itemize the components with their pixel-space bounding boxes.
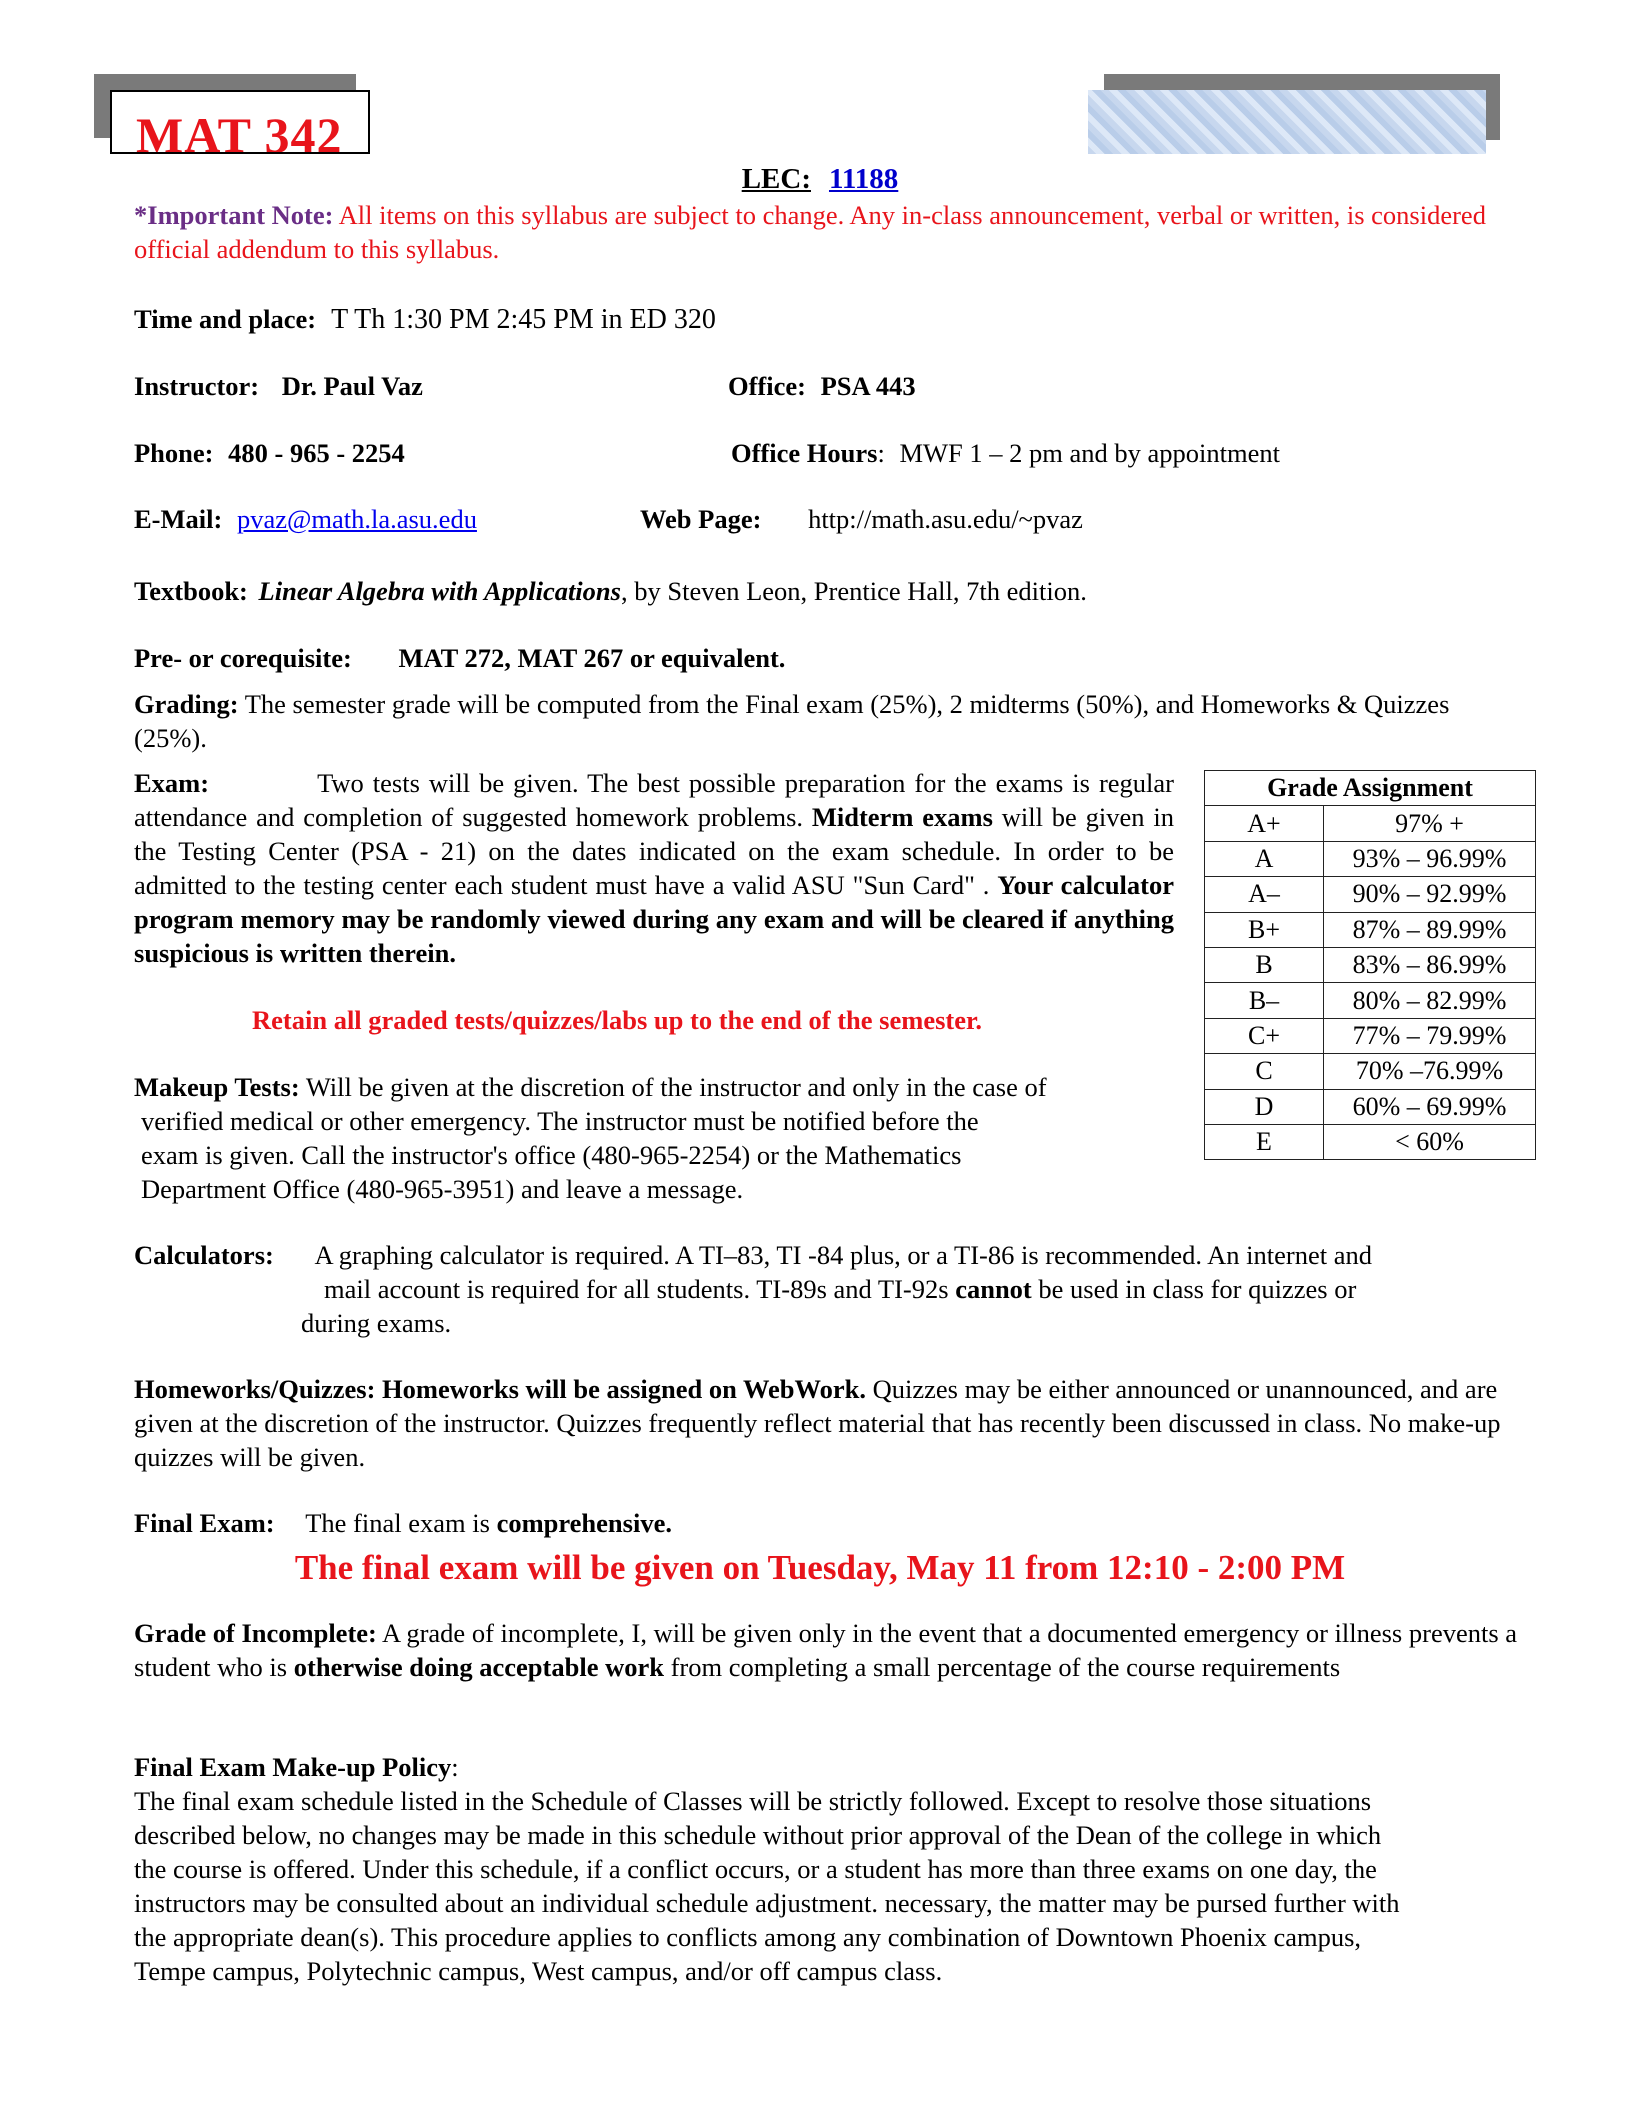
makeup-tests-line-1 bbox=[134, 1070, 1047, 1104]
grade-range: 97% + bbox=[1324, 806, 1536, 841]
makeup-policy-line: Tempe campus, Polytechnic campus, West campus, and/or off campus class. bbox=[134, 1956, 943, 1986]
important-note-label: *Important Note: bbox=[134, 200, 334, 230]
grade-range: 87% – 89.99% bbox=[1324, 912, 1536, 947]
textbook-title: Linear Algebra with Applications bbox=[258, 576, 621, 606]
grade-letter: C bbox=[1205, 1054, 1324, 1089]
grade-range: 93% – 96.99% bbox=[1324, 841, 1536, 876]
grading-label: Grading: bbox=[134, 689, 239, 719]
calculators-text-1: A graphing calculator is required. A TI–83, TI -84 plus, or a TI-86 is recommended. An internet and bbox=[314, 1240, 1373, 1270]
grade-range: 60% – 69.99% bbox=[1324, 1089, 1536, 1124]
time-place-label: Time and place: bbox=[134, 304, 317, 334]
grade-assignment-table bbox=[1204, 770, 1536, 1160]
office bbox=[728, 369, 916, 403]
grade-range: < 60% bbox=[1324, 1124, 1536, 1159]
retain-notice: Retain all graded tests/quizzes/labs up to the end of the semester. bbox=[252, 1005, 982, 1035]
final-exam-comprehensive: comprehensive. bbox=[496, 1508, 672, 1538]
calculators-label: Calculators: bbox=[134, 1240, 274, 1270]
office-hours-value: MWF 1 – 2 pm and by appointment bbox=[899, 438, 1280, 468]
grade-range: 70% –76.99% bbox=[1324, 1054, 1536, 1089]
grade-table-header: Grade Assignment bbox=[1205, 771, 1536, 806]
phone-label: Phone: bbox=[134, 438, 214, 468]
exam-label: Exam: bbox=[134, 768, 210, 798]
course-title-box bbox=[110, 90, 370, 154]
grading bbox=[134, 687, 1504, 755]
table-row bbox=[1205, 806, 1536, 841]
calculators-line-2 bbox=[324, 1272, 1356, 1306]
table-row bbox=[1205, 841, 1536, 876]
grade-letter: B bbox=[1205, 947, 1324, 982]
lec-label: LEC: bbox=[741, 163, 811, 195]
prerequisite-label: Pre- or corequisite: bbox=[134, 643, 352, 673]
table-row bbox=[1205, 877, 1536, 912]
phone bbox=[134, 436, 405, 470]
grade-of-incomplete bbox=[134, 1616, 1524, 1684]
office-hours: Office Hours: MWF 1 – 2 pm and by appointment bbox=[731, 438, 1280, 468]
grade-letter: A+ bbox=[1205, 806, 1324, 841]
textbook-label: Textbook: bbox=[134, 576, 248, 606]
makeup-policy-heading bbox=[134, 1750, 459, 1784]
instructor-name: Dr. Paul Vaz bbox=[281, 371, 423, 401]
email bbox=[134, 502, 477, 536]
makeup-text-4: Department Office (480-965-3951) and leave a message. bbox=[141, 1174, 744, 1204]
makeup-policy-line: the appropriate dean(s). This procedure applies to conflicts among any combination of Downtown Phoenix campus, bbox=[134, 1922, 1362, 1952]
final-exam-label: Final Exam: bbox=[134, 1508, 275, 1538]
email-label: E-Mail: bbox=[134, 504, 223, 534]
web-page bbox=[640, 502, 1083, 536]
lec-number-link[interactable]: 11188 bbox=[828, 163, 899, 195]
homeworks-quizzes bbox=[134, 1372, 1514, 1474]
makeup-policy-colon: : bbox=[451, 1752, 459, 1782]
web-page-label: Web Page: bbox=[640, 504, 762, 534]
makeup-policy-line: instructors may be consulted about an individual schedule adjustment. necessary, the matter may be pursed further with bbox=[134, 1888, 1400, 1918]
exam-section bbox=[134, 766, 1174, 970]
lecture-line bbox=[0, 162, 1640, 196]
exam-text-2: will be given in the Testing Center (PSA - 21) on the dates indicated on the exam schedule. In order to be admitted to the testing center each student must have a valid ASU "Sun Card" . bbox=[134, 802, 1174, 900]
calculators-text-2a: mail account is required for all students. TI-89s and TI-92s bbox=[324, 1274, 949, 1304]
time-place bbox=[134, 302, 716, 337]
grade-letter: D bbox=[1205, 1089, 1324, 1124]
office-value: PSA 443 bbox=[820, 371, 916, 401]
grade-letter: A– bbox=[1205, 877, 1324, 912]
final-exam bbox=[134, 1506, 672, 1540]
course-code: MAT 342 bbox=[136, 107, 343, 154]
instructor-label: Instructor: bbox=[134, 371, 260, 401]
exam-text-1: Two tests will be given. The best possible preparation for the exams is regular attendance and completion of suggested homework problems. bbox=[134, 768, 1174, 832]
instructor bbox=[134, 369, 423, 403]
prerequisite bbox=[134, 641, 785, 675]
grading-text: The semester grade will be computed from the Final exam (25%), 2 midterms (50%), and Homeworks & Quizzes (25%). bbox=[134, 689, 1450, 753]
table-row bbox=[1205, 912, 1536, 947]
incomplete-label: Grade of Incomplete: bbox=[134, 1618, 377, 1648]
incomplete-bold: otherwise doing acceptable work bbox=[293, 1652, 664, 1682]
office-hours-label: Office Hours bbox=[731, 438, 878, 468]
makeup-text-3: exam is given. Call the instructor's office (480-965-2254) or the Mathematics bbox=[141, 1140, 962, 1170]
grade-range: 80% – 82.99% bbox=[1324, 983, 1536, 1018]
important-note bbox=[134, 198, 1504, 266]
homeworks-text: Quizzes may be either announced or unannounced, and are given at the discretion of the instructor. Quizzes frequently reflect material that has recently been discussed in class. No make-up quizzes will be given. bbox=[134, 1374, 1501, 1472]
makeup-policy-label: Final Exam Make-up Policy bbox=[134, 1752, 452, 1782]
prerequisite-value: MAT 272, MAT 267 or equivalent. bbox=[398, 643, 786, 673]
grade-range: 83% – 86.99% bbox=[1324, 947, 1536, 982]
table-row bbox=[1205, 1018, 1536, 1053]
grade-letter: A bbox=[1205, 841, 1324, 876]
office-label: Office: bbox=[728, 371, 806, 401]
makeup-text-2: verified medical or other emergency. The instructor must be notified before the bbox=[141, 1106, 979, 1136]
makeup-text-1: Will be given at the discretion of the instructor and only in the case of bbox=[305, 1072, 1047, 1102]
grade-range: 90% – 92.99% bbox=[1324, 877, 1536, 912]
web-page-url: http://math.asu.edu/~pvaz bbox=[808, 504, 1083, 534]
email-link[interactable]: pvaz@math.la.asu.edu bbox=[236, 504, 477, 534]
incomplete-text-2: from completing a small percentage of the course requirements bbox=[670, 1652, 1341, 1682]
textbook-details: , by Steven Leon, Prentice Hall, 7th edition. bbox=[620, 576, 1087, 606]
header-pattern-box bbox=[1088, 90, 1486, 154]
makeup-tests-label: Makeup Tests: bbox=[134, 1072, 300, 1102]
grade-letter: B– bbox=[1205, 983, 1324, 1018]
textbook bbox=[134, 574, 1087, 608]
makeup-policy-line: the course is offered. Under this schedule, if a conflict occurs, or a student has more than three exams on one day, the bbox=[134, 1854, 1377, 1884]
table-row bbox=[1205, 1054, 1536, 1089]
grade-letter: E bbox=[1205, 1124, 1324, 1159]
calculators-line-1 bbox=[134, 1238, 1372, 1272]
phone-value: 480 - 965 - 2254 bbox=[228, 438, 405, 468]
homeworks-label: Homeworks/Quizzes: Homeworks will be assigned on WebWork. bbox=[134, 1374, 866, 1404]
time-place-value: T Th 1:30 PM 2:45 PM in ED 320 bbox=[331, 304, 716, 335]
grade-range: 77% – 79.99% bbox=[1324, 1018, 1536, 1053]
incomplete-text-1: A grade of incomplete, I, will be given only in the event that a documented emergency or illness prevents a student who is bbox=[134, 1618, 1518, 1682]
table-row bbox=[1205, 947, 1536, 982]
final-exam-text: The final exam is bbox=[305, 1508, 490, 1538]
grade-letter: B+ bbox=[1205, 912, 1324, 947]
table-row bbox=[1205, 1089, 1536, 1124]
calculators-text-2c: be used in class for quizzes or bbox=[1038, 1274, 1357, 1304]
exam-bold-calculator: Your calculator program memory may be randomly viewed during any exam and will be cleared if anything suspicious is written therein. bbox=[134, 870, 1175, 968]
exam-bold-midterm: Midterm exams bbox=[811, 802, 993, 832]
table-row bbox=[1205, 983, 1536, 1018]
grade-letter: C+ bbox=[1205, 1018, 1324, 1053]
makeup-policy-line: The final exam schedule listed in the Schedule of Classes will be strictly followed. Except to resolve those situations bbox=[134, 1786, 1372, 1816]
calculators-cannot: cannot bbox=[955, 1274, 1032, 1304]
final-exam-announcement: The final exam will be given on Tuesday, May 11 from 12:10 - 2:00 PM bbox=[294, 1548, 1346, 1587]
makeup-policy-line: described below, no changes may be made in this schedule without prior approval of the Dean of the college in which bbox=[134, 1820, 1382, 1850]
important-note-text: All items on this syllabus are subject to change. Any in-class announcement, verbal or written, is considered official addendum to this syllabus. bbox=[134, 200, 1486, 264]
calculators-text-3: during exams. bbox=[301, 1308, 452, 1338]
table-row bbox=[1205, 1124, 1536, 1159]
